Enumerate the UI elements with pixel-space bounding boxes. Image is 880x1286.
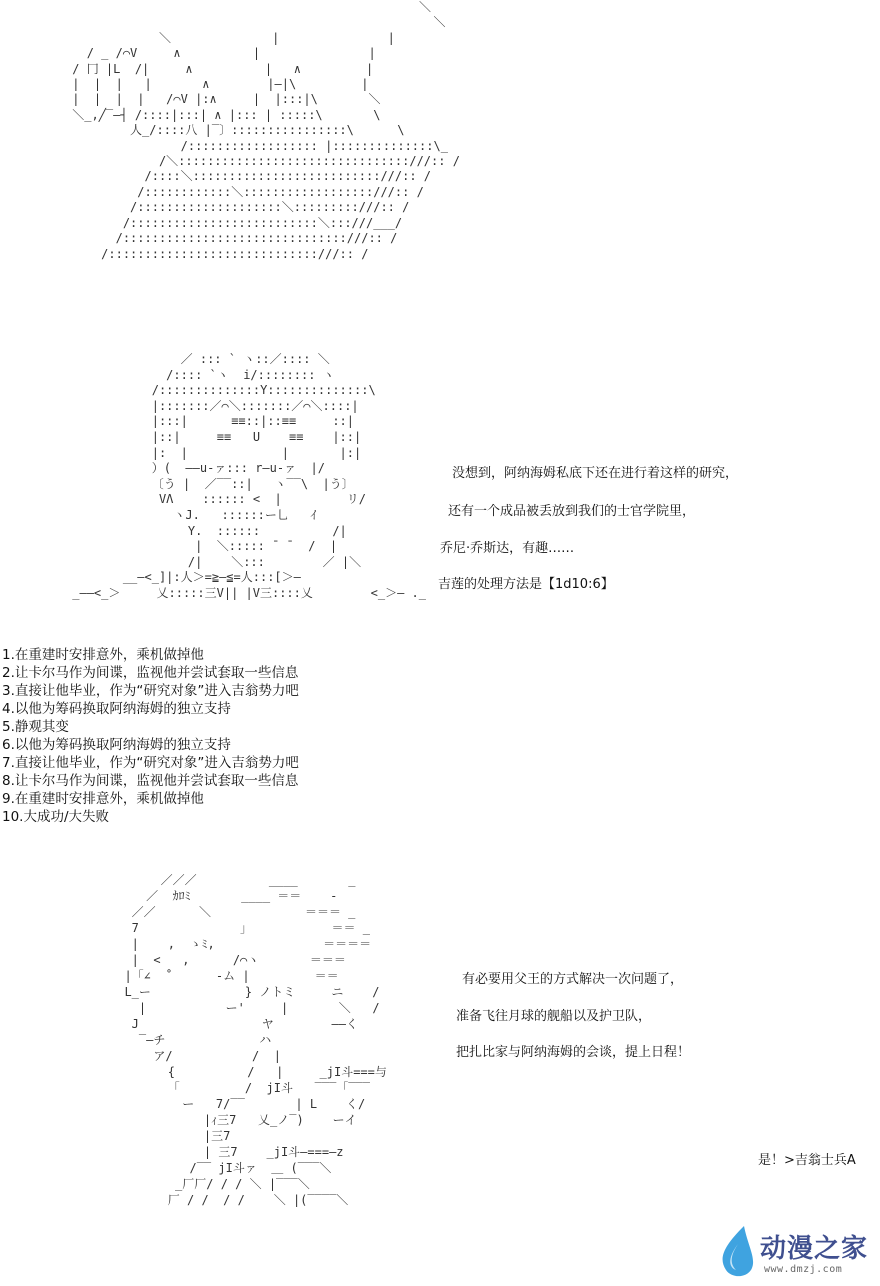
watermark-brand: 动漫之家: [760, 1234, 869, 1264]
dialogue-line: 准备飞往月球的舰船以及护卫队，: [456, 1009, 652, 1024]
dialogue-line: 把扎比家与阿纳海姆的会谈，提上日程！: [456, 1045, 691, 1060]
ascii-art-face: ／ ::: ` ヽ::／:::: ＼ /:::: `ヽ i/:::::::: ヽ /::::::::::::::Y::::::::::::::\ |:::::::／⌒＼:::::::／⌒＼::::| |:::| ≡≡::|::≡≡ ::| |::| ≡≡ U ≡≡ |::| |: | | |:| ）( ——u-ァ::: r—u-ァ |/ 〔う | ／‾‾::| ヽ‾‾\ |う〕 VΛ :::::: < | リ/ ヽJ. ::::::ー乚 ｲ Y. :::::: /| | ＼::::: ¯ ¯ / | /| ＼::: ／ |＼ __—<_]|:人＞=≧—≦=人:::[＞— _——<_＞ 乂:::::三V|| |V三::::乂 <_＞— ._: [72, 352, 427, 600]
dialogue-line: 没想到，阿纳海姆私底下还在进行着这样的研究，: [452, 466, 739, 481]
reply-line: 是！>吉翁士兵A: [758, 1153, 856, 1168]
option-item: 2.让卡尔马作为间谍，监视他并尝试套取一些信息: [2, 665, 299, 681]
option-item: 4.以他为筹码换取阿纳海姆的独立支持: [2, 701, 231, 717]
dialogue-line: 还有一个成品被丢放到我们的士官学院里，: [448, 504, 696, 519]
ascii-art-fist: ＼ ＼ ＼ | | / _ /⌒V ∧ | | / 冂 |L /| ∧ | ∧ | | | | | ∧ |—|\ | | | | | /⌒V |:∧ | |:::|\ ＼ ＼_,╱‾—┤ /::::|:::| ∧ |::: | :::::\ \ 人_/::::八 |‾〕::::::::::::::::\ \ /:::::::::::::::::: |::::::::::::::\_ /＼::::::::::::::::::::::::::::::::///:: / /::::＼::::::::::::::::::::::::::///:: / /::::::::::::＼::::::::::::::::::///:: / /::::::::::::::::::::＼:::::::::///:: / /::::::::::::::::::::::::::＼:::///___/ /:::::::::::::::::::::::::::::::///:: / /:::::::::::::::::::::::::::::///:: /: [72, 0, 460, 261]
option-item: 1.在重建时安排意外，乘机做掉他: [2, 647, 204, 663]
droplet-icon: [718, 1224, 758, 1280]
watermark-logo: [718, 1222, 878, 1282]
option-item: 6.以他为筹码换取阿纳海姆的独立支持: [2, 737, 231, 753]
option-item: 3.直接让他毕业，作为“研究对象”进入吉翁势力吧: [2, 683, 299, 699]
option-item: 5.静观其变: [2, 719, 69, 735]
dialogue-line: 乔尼·乔斯达，有趣……: [440, 541, 575, 556]
option-item: 10.大成功/大失败: [2, 809, 110, 825]
dialogue-line: 有必要用父王的方式解决一次问题了，: [462, 972, 684, 987]
option-item: 9.在重建时安排意外，乘机做掉他: [2, 791, 204, 807]
watermark-url: www.dmzj.com: [764, 1264, 843, 1275]
option-item: 7.直接让他毕业，作为“研究对象”进入吉翁势力吧: [2, 755, 299, 771]
ascii-art-officer: ／／／ ____ _ ／ ｶﾛﾐ ____ ＝＝ - ／／ ＼ ＝＝＝ _ 7 」 ＝＝ _ | , ゝﾐ, ＝＝＝＝ | < , /⌒ヽ ＝＝＝ |「∠ ˚ -ム | ＝＝ L_ー } ノトミ ニ / | ー' | ＼ / J ヤ ——く ‾—チ ハ ア/ / | { / | _jI斗===与 「 / jI斗 ‾‾‾「‾‾‾ ー 7/‾‾ | L く/ |ｨ三7 乂_ノ‾) ーイ |三7 | 三7 _jI斗—===—z /‾‾ jI斗ァ ＿ (‾‾‾＼ _厂厂/ / / ＼ |‾‾‾＼ 厂 / / / / ＼ |(‾‾‾‾＼: [124, 873, 387, 1207]
option-item: 8.让卡尔马作为间谍，监视他并尝试套取一些信息: [2, 773, 299, 789]
dice-roll-line: 吉莲的处理方法是【1d10:6】: [438, 577, 614, 592]
